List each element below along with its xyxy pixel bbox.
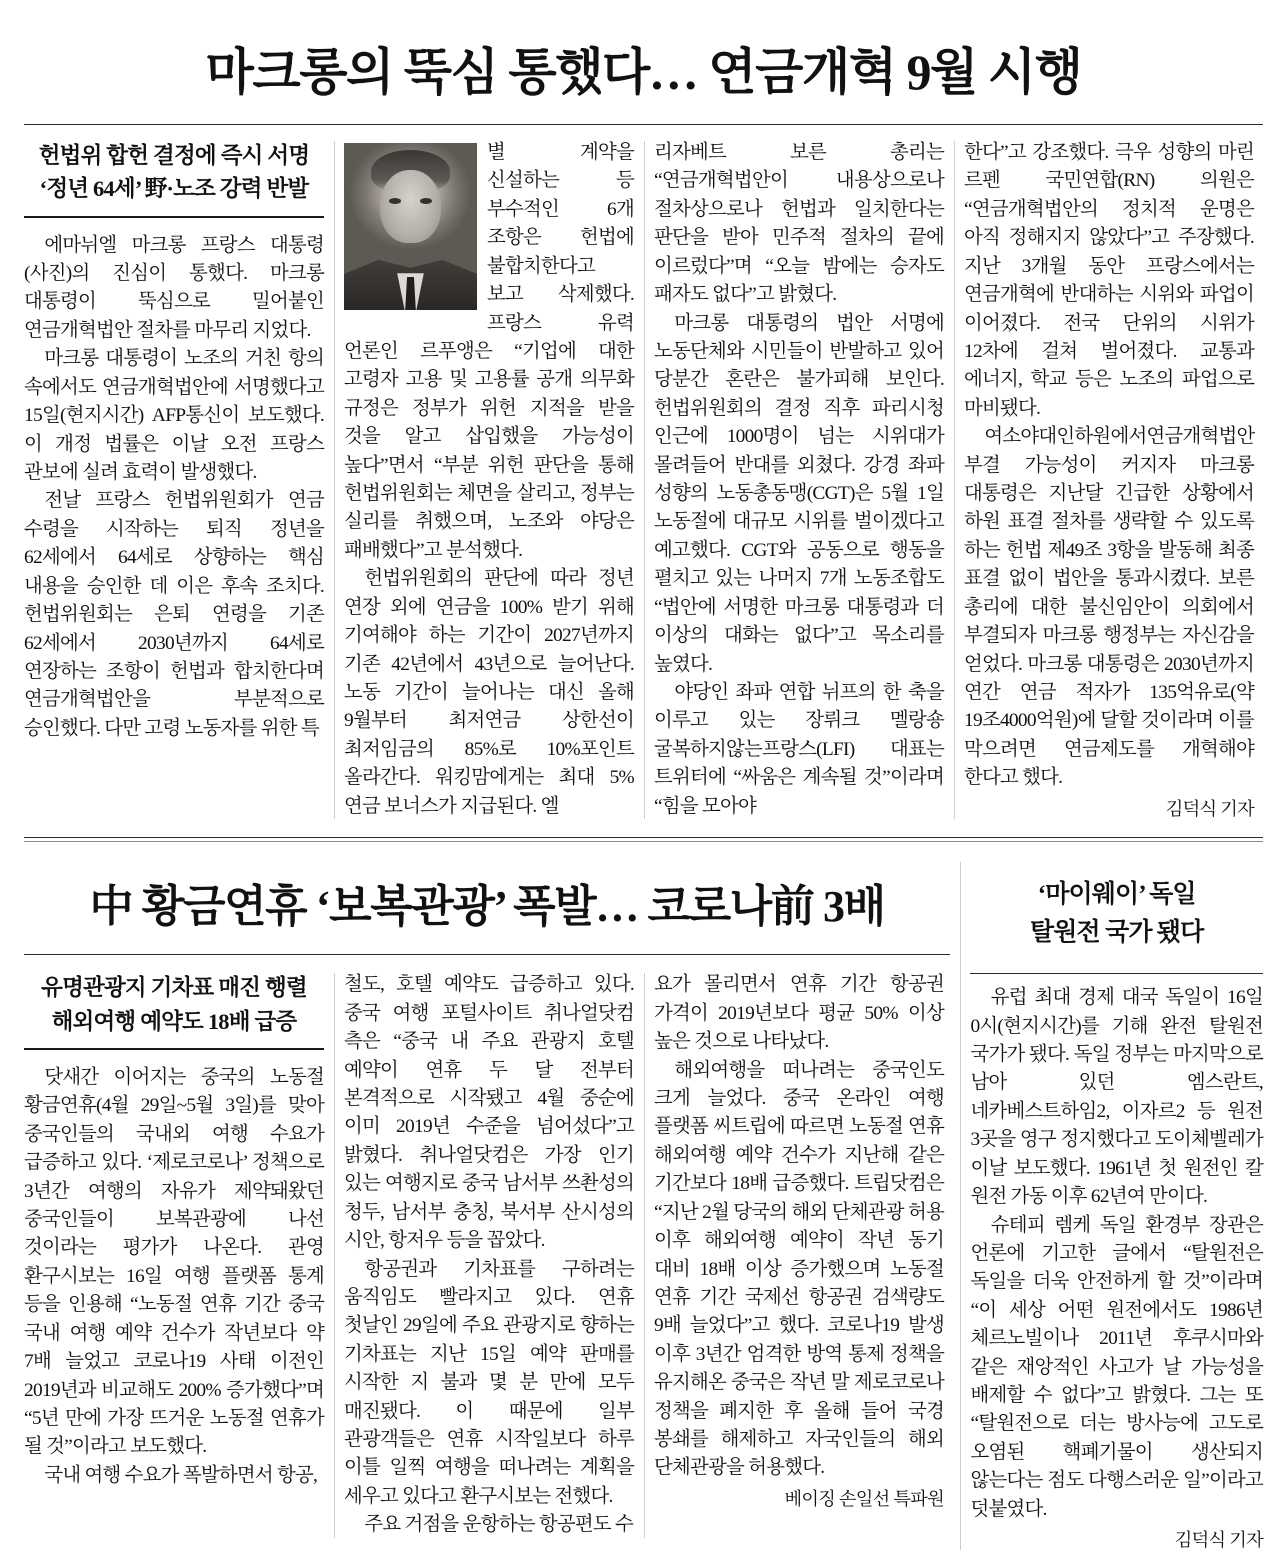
- paragraph: 유럽 최대 경제 대국 독일이 16일 0시(현지시간)를 기해 완전 탈원전 국가가 됐다. 독일 정부는 마지막으로 남아 있던 엠스란트, 네카베스트하임2, 이자르2 등 원전 3곳을 영구 정지했다고 도이체벨레가 이날 보도했다. 1961년 첫 원전인 칼 원전 가동 이후 62년여 만이다.: [970, 987, 1263, 1208]
- paragraph: 리자베트 보른 총리는 “연금개혁법안이 내용상으로나 절차상으로나 헌법과 일치한다는 판단을 받아 민주적 절차의 끝에 이르렀다”며 “오늘 밤에는 승자도 패자도 없다”고 밝혔다.: [654, 142, 944, 306]
- paragraph: 국내 여행 수요가 폭발하면서 항공,: [44, 1464, 318, 1486]
- article-germany: [960, 860, 1263, 1552]
- spacer: [970, 974, 1263, 984]
- article-lead-column-4: [954, 139, 1254, 821]
- article-china-subhead: [24, 971, 324, 1038]
- subhead-divider: [24, 1048, 324, 1050]
- section-divider-secondary: [24, 841, 1263, 842]
- headline-line-2: 탈원전 국가 됐다: [1029, 918, 1204, 946]
- article-lead-column-2: [334, 139, 634, 821]
- paragraph: 야당인 좌파 연합 뉘프의 한 축을 이루고 있는 장뤼크 멜랑숑 굴복하지않는프랑스(LFI) 대표는 트위터에 “싸움은 계속될 것”이라며 “힘을 모아야: [654, 682, 944, 817]
- article-china-byline: 베이징 손일선 특파원: [784, 1488, 944, 1509]
- article-lead-column-1: [24, 139, 324, 821]
- subhead-line-1: 헌법위 합헌 결정에 즉시 서명: [38, 143, 310, 168]
- paragraph: 항공권과 기차표를 구하려는 움직임도 빨라지고 있다. 연휴 첫날인 29일에 주요 관광지로 향하는 기차표는 지난 15일 예약 판매를 시작한 지 불과 몇 분 만에 모두 매진됐다. 이 때문에 일부 관광객들은 연휴 시작일보다 하루 이틀 일찍 여행을 떠나려는 계획을 세우고 있다고 환구시보는 전했다.: [344, 1258, 634, 1507]
- subhead-line-2: 해외여행 예약도 18배 급증: [51, 1008, 297, 1034]
- paragraph: 해외여행을 떠나려는 중국인도 크게 늘었다. 중국 온라인 여행 플랫폼 씨트립에 따르면 노동절 연휴 해외여행 예약 건수가 지난해 같은 기간보다 18배 급증했다. 트립닷컴은 “지난 2월 당국의 해외 단체관광 허용 이후 해외여행 예약이 작년 동기 대비 18배 이상 증가했으며 노동절 연휴 기간 국제선 항공권 검색량도 9배 늘었다”고 했다. 코로나19 발생 이후 3년간 엄격한 방역 통제 정책을 유지해온 중국은 작년 말 제로코로나 정책을 폐지한 후 올해 들어 국경 봉쇄를 해제하고 자국인들의 해외 단체관광을 허용했다.: [654, 1059, 944, 1479]
- paragraph: 한다”고 강조했다. 극우 성향의 마린 르펜 국민연합(RN) 의원은 “연금개혁법안의 정치적 운명은 아직 정해지지 않았다”고 주장했다. 지난 3개월 동안 프랑스에서는 연금개혁에 반대하는 시위와 파업이 이어졌다. 전국 단위의 시위가 12차에 걸쳐 벌어졌다. 교통과 에너지, 학교 등은 노조의 파업으로 마비됐다.: [964, 142, 1254, 419]
- subhead-line-2: ‘정년 64세’ 野·노조 강력 반발: [39, 176, 309, 202]
- paragraph: 마크롱 대통령이 노조의 거친 항의 속에서도 연금개혁법안에 서명했다고 15일(현지시간) AFP통신이 보도했다. 이 개정 법률은 이날 오전 프랑스 관보에 실려 효력이 발생했다.: [24, 348, 324, 483]
- subhead-line-1: 유명관광지 기차표 매진 행렬: [41, 975, 307, 1001]
- article-china: [24, 860, 950, 1552]
- headline-divider: [24, 124, 1263, 125]
- article-germany-byline: 김덕식 기자: [1174, 1530, 1263, 1551]
- macron-photo: [344, 143, 477, 310]
- portrait-face: [380, 170, 441, 243]
- article-lead-columns: [24, 139, 1263, 821]
- portrait-eye-left: [389, 198, 401, 204]
- lower-section: [24, 860, 1263, 1552]
- subhead-divider: [24, 216, 324, 218]
- paragraph: 요가 몰리면서 연휴 기간 항공권 가격이 2019년보다 평균 50% 이상 높은 것으로 나타났다.: [654, 974, 944, 1053]
- paragraph: 마크롱 대통령의 법안 서명에 노동단체와 시민들이 반발하고 있어 당분간 혼란은 불가피해 보인다. 헌법위원회의 결정 직후 파리시청 인근에 1000명이 넘는 시위대가 몰려들어 반대를 외쳤다. 강경 좌파 성향의 노동총동맹(CGT)은 5월 1일 노동절에 대규모 시위를 벌이겠다고 예고했다. CGT와 공동으로 행동을 펼치고 있는 나머지 7개 노동조합도 “법안에 서명한 마크롱 대통령과 더 이상의 대화는 없다”고 목소리를 높였다.: [654, 312, 944, 675]
- paragraph: 에마뉘엘 마크롱 프랑스 대통령(사진)의 진심이 통했다. 마크롱 대통령이 뚝심으로 밀어붙인 연금개혁법안 절차를 마무리 지었다.: [24, 234, 324, 341]
- paragraph: 닷새간 이어지는 중국의 노동절 황금연휴(4월 29일~5월 3일)를 맞아 중국인들의 국내외 여행 수요가 급증하고 있다. ‘제로코로나’ 정책으로 3년간 여행의 자유가 제약돼왔던 중국인들이 보복관광에 나선 것이라는 평가가 나온다. 관영 환구시보는 16일 여행 플랫폼 통계 등을 인용해 “노동절 연휴 기간 중국 국내 여행 예약 건수가 작년보다 약 7배 늘었고 코로나19 사태 이전인 2019년과 비교해도 200% 증가했다”며 “5년 만에 가장 뜨거운 노동절 연휴가 될 것”이라고 보도했다.: [24, 1066, 324, 1458]
- article-china-column-3: [644, 971, 944, 1539]
- article-china-headline: 中 황금연휴 ‘보복관광’ 폭발… 코로나前 3배: [89, 882, 885, 932]
- paragraph: 전날 프랑스 헌법위원회가 연금 수령을 시작하는 퇴직 정년을 62세에서 64세로 상향하는 핵심 내용을 승인한 데 이은 후속 조치다. 헌법위원회는 은퇴 연령을 기존 62세에서 2030년까지 64세로 연장하는 조항이 헌법과 합치한다며 연금개혁법안을 부분적으로 승인했다. 다만 고령 노동자를 위한 특: [24, 490, 324, 739]
- portrait-image: [344, 143, 477, 310]
- article-china-columns: [24, 971, 950, 1539]
- paragraph: 주요 거점을 운항하는 항공편도 수: [364, 1514, 634, 1536]
- article-china-headline-divider: [24, 954, 950, 955]
- portrait-eye-right: [420, 198, 432, 204]
- section-divider: [24, 837, 1263, 838]
- article-germany-headline: [970, 876, 1263, 951]
- paragraph: 별 계약을 신설하는 등 부수적인 6개 조항은 헌법에 불합치한다고 보고 삭제했다. 프랑스 유력 언론인 르푸앵은 “기업에 대한 고령자 고용 및 고용률 공개 의무화 규정은 정부가 위헌 지적을 받을 것을 알고 삽입했을 가능성이 높다”면서 “부분 위헌 판단을 통해 헌법위원회는 체면을 살리고, 정부는 실리를 취했으며, 노조와 야당은 패배했다”고 분석했다.: [344, 142, 634, 561]
- paragraph: 슈테피 렘케 독일 환경부 장관은 언론에 기고한 글에서 “탈원전은 독일을 더욱 안전하게 할 것”이라며 “이 세상 어떤 원전에서도 1986년 체르노빌이나 2011년 후쿠시마와 같은 재앙적인 사고가 날 가능성을 배제할 수 없다”고 밝혔다. 그는 또 “탈원전으로 더는 방사능에 고도로 오염된 핵폐기물이 생산되지 않는다는 점도 다행스러운 일”이라고 덧붙였다.: [970, 1214, 1263, 1520]
- article-lead-headline: 마크롱의 뚝심 통했다… 연금개혁 9월 시행: [205, 44, 1082, 100]
- paragraph: 여소야대인하원에서연금개혁법안 부결 가능성이 커지자 마크롱 대통령은 지난달 긴급한 상황에서 하원 표결 절차를 생략할 수 있도록 하는 헌법 제49조 3항을 발동해 최종 표결 없이 법안을 통과시켰다. 보른 총리에 대한 불신임안이 의회에서 부결되자 마크롱 행정부는 자신감을 얻었다. 마크롱 대통령은 2030년까지 연간 연금 적자가 135억유로(약 19조4000억원)에 달할 것이라며 이를 막으려면 연금제도를 개혁해야 한다고 했다.: [964, 426, 1255, 789]
- paragraph: 헌법위원회의 판단에 따라 정년 연장 외에 연금을 100% 받기 위해 기여해야 하는 기간이 2027년까지 기존 42년에서 43년으로 늘어난다. 노동 기간이 늘어나는 대신 올해 9월부터 최저연금 상한선이 최저임금의 85%로 10%포인트 올라간다. 워킹맘에게는 최대 5% 연금 보너스가 지급된다. 엘: [344, 568, 634, 817]
- article-lead-byline: 김덕식 기자: [1165, 798, 1254, 819]
- paragraph: 철도, 호텔 예약도 급증하고 있다. 중국 여행 포털사이트 취나얼닷컴 측은 “중국 내 주요 관광지 호텔 예약이 연휴 두 달 전부터 본격적으로 시작됐고 4월 중순에 이미 2019년 수준을 넘어섰다”고 밝혔다. 취나얼닷컴은 가장 인기 있는 여행지로 중국 남서부 쓰촨성의 청두, 남서부 충칭, 북서부 산시성의 시안, 항저우 등을 꼽았다.: [344, 974, 634, 1252]
- article-china-column-1: [24, 971, 324, 1539]
- article-china-column-2: [334, 971, 634, 1539]
- article-lead-column-3: [644, 139, 944, 821]
- article-lead-subhead: [24, 139, 324, 206]
- headline-line-1: ‘마이웨이’ 독일: [1037, 881, 1196, 909]
- article-lead: [24, 0, 1263, 821]
